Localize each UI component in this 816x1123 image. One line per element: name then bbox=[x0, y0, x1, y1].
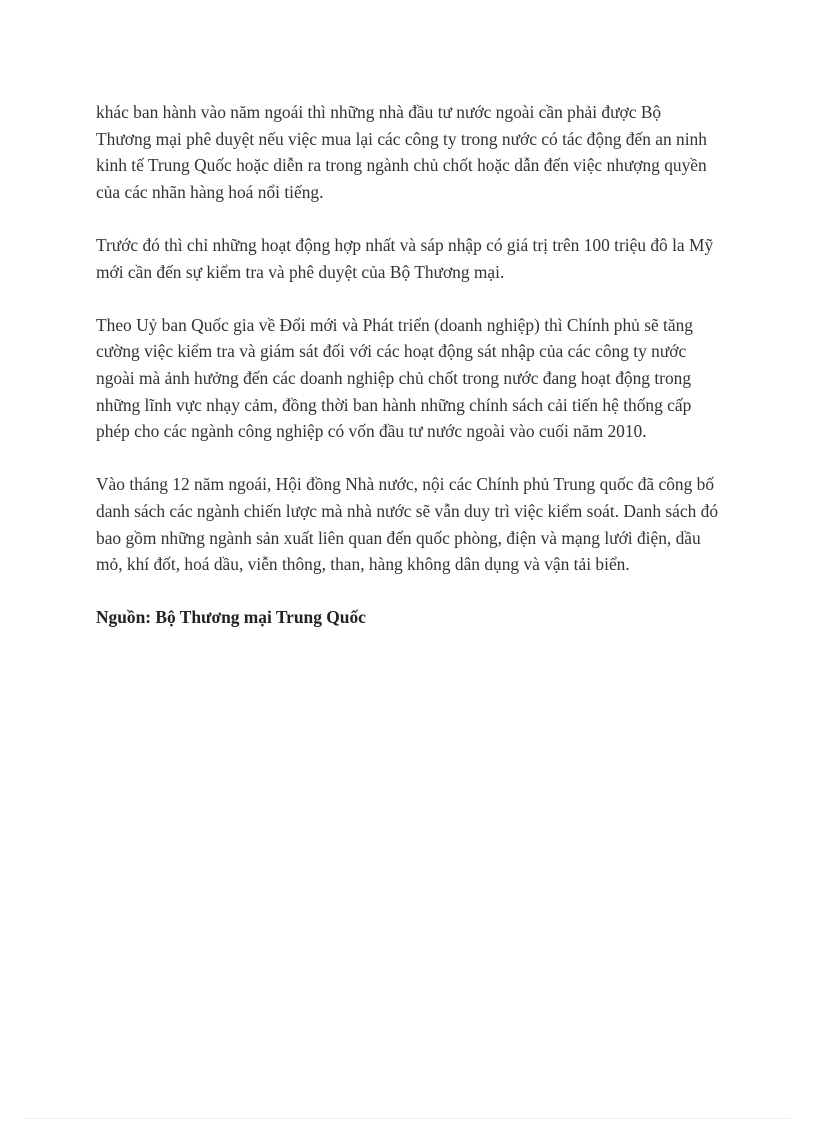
paragraph-national-committee: Theo Uỷ ban Quốc gia về Đổi mới và Phát triển (doanh nghiệp) thì Chính phủ sẽ tăng cường việc kiểm tra và giám sát đối với các hoạt động sát nhập của các công ty nước ngoài mà ảnh hưởng đến các doanh nghiệp chủ chốt trong nước đang hoạt động trong những lĩnh vực nhạy cảm, đồng thời ban hành những chính sách cải tiến hệ thống cấp phép cho các ngành công nghiệp có vốn đầu tư nước ngoài vào cuối năm 2010. bbox=[96, 314, 693, 442]
document-body bbox=[96, 99, 720, 631]
paragraph-strategic-sectors: Vào tháng 12 năm ngoái, Hội đồng Nhà nước, nội các Chính phủ Trung quốc đã công bố danh sách các ngành chiến lược mà nhà nước sẽ vẫn duy trì việc kiểm soát. Danh sách đó bao gồm những ngành sản xuất liên quan đến quốc phòng, điện và mạng lưới điện, dầu mỏ, khí đốt, hoá dầu, viễn thông, than, hàng không dân dụng và vận tải biển. bbox=[96, 474, 719, 575]
page-bottom-divider bbox=[26, 1118, 790, 1119]
paragraph-previous-threshold: Trước đó thì chỉ những hoạt động hợp nhất và sáp nhập có giá trị trên 100 triệu đô la Mỹ mới cần đến sự kiểm tra và phê duyệt của Bộ Thương mại. bbox=[96, 234, 714, 282]
source-line: Nguồn: Bộ Thương mại Trung Quốc bbox=[96, 607, 366, 628]
paragraph-investment-approval: khác ban hành vào năm ngoái thì những nhà đầu tư nước ngoài cần phải được Bộ Thương mại phê duyệt nếu việc mua lại các công ty trong nước có tác động đến an ninh kinh tế Trung Quốc hoặc diễn ra trong ngành chủ chốt hoặc dẫn đến việc nhượng quyền của các nhãn hàng hoá nổi tiếng. bbox=[96, 102, 707, 202]
